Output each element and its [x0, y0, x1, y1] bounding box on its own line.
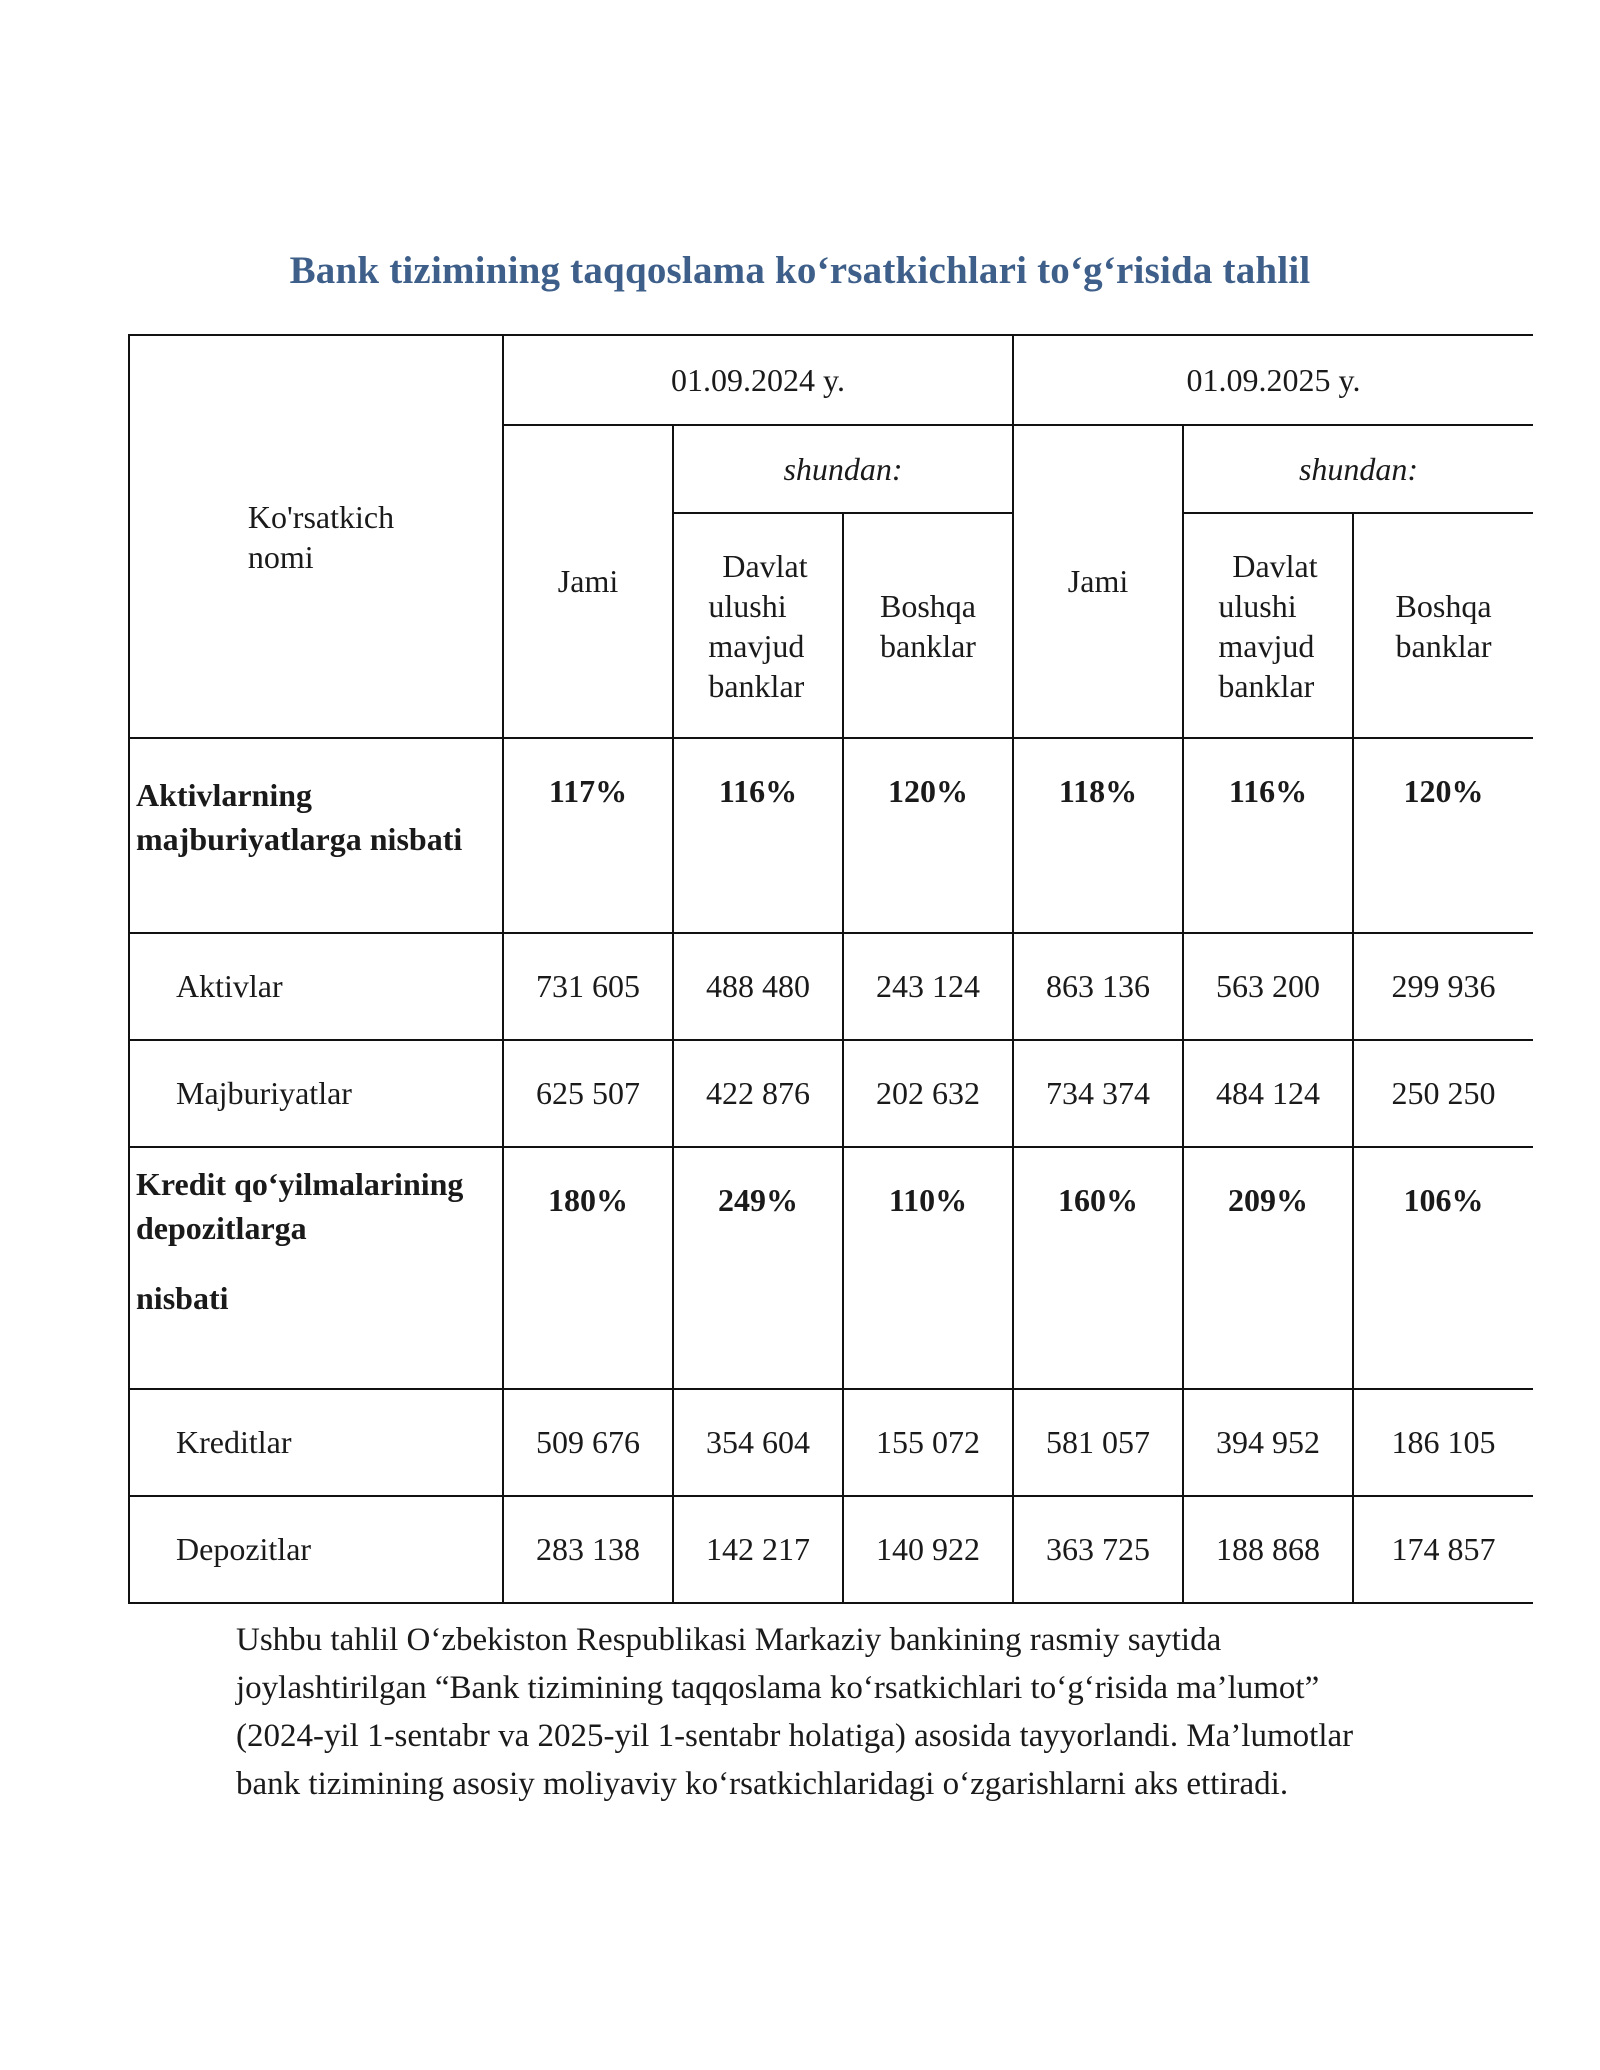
- table-row: [129, 1389, 1533, 1496]
- cell-value: 422 876: [673, 1040, 843, 1147]
- cell-value: 581 057: [1013, 1389, 1183, 1496]
- cell-value: 209%: [1183, 1147, 1353, 1389]
- state-header-line2: ulushi: [708, 587, 787, 624]
- cell-value: 186 105: [1353, 1389, 1533, 1496]
- page-title: Bank tizimining taqqoslama ko‘rsatkichlari to‘g‘risida tahlil: [289, 249, 1311, 292]
- state-header-line1: Davlat: [722, 547, 808, 584]
- cell-value: 563 200: [1183, 933, 1353, 1040]
- other-header-line2: banklar: [1395, 627, 1492, 664]
- row-name-line2: depozitlarga: [136, 1210, 307, 1246]
- indicators-table: [128, 334, 1533, 1604]
- cell-value: 863 136: [1013, 933, 1183, 1040]
- row-name-line3: nisbati: [136, 1280, 229, 1316]
- cell-value: 120%: [1353, 738, 1533, 933]
- cell-value: 120%: [843, 738, 1013, 933]
- cell-value: 734 374: [1013, 1040, 1183, 1147]
- row-name: Depozitlar: [129, 1496, 503, 1603]
- table-row: [129, 1147, 1533, 1389]
- cell-value: 180%: [503, 1147, 673, 1389]
- cell-value: 110%: [843, 1147, 1013, 1389]
- of-which-2024-header: shundan:: [673, 425, 1013, 513]
- cell-value: 488 480: [673, 933, 843, 1040]
- indicator-header-line1: Ko'rsatkich: [247, 498, 395, 535]
- row-name-line1: Kredit qo‘yilmalarining: [136, 1166, 464, 1202]
- cell-value: 140 922: [843, 1496, 1013, 1603]
- indicator-header-line2: nomi: [247, 538, 314, 575]
- cell-value: 160%: [1013, 1147, 1183, 1389]
- row-name-line2: majburiyatlarga nisbati: [136, 821, 463, 857]
- other-banks-2024-header: [843, 513, 1013, 738]
- row-name: Majburiyatlar: [129, 1040, 503, 1147]
- cell-value: 116%: [1183, 738, 1353, 933]
- cell-value: 116%: [673, 738, 843, 933]
- row-name-line1: Aktivlarning: [136, 777, 313, 813]
- period-2024-header: 01.09.2024 y.: [503, 335, 1013, 425]
- cell-value: 509 676: [503, 1389, 673, 1496]
- cell-value: 283 138: [503, 1496, 673, 1603]
- total-2024-header: Jami: [503, 425, 673, 738]
- row-name: [129, 1147, 503, 1389]
- state-header-line3: mavjud: [708, 627, 805, 664]
- cell-value: 142 217: [673, 1496, 843, 1603]
- cell-value: 202 632: [843, 1040, 1013, 1147]
- cell-value: 249%: [673, 1147, 843, 1389]
- row-name: Aktivlar: [129, 933, 503, 1040]
- cell-value: 394 952: [1183, 1389, 1353, 1496]
- cell-value: 299 936: [1353, 933, 1533, 1040]
- other-banks-2025-header: [1353, 513, 1533, 738]
- state-header-line1: Davlat: [1232, 547, 1318, 584]
- cell-value: 250 250: [1353, 1040, 1533, 1147]
- cell-value: 118%: [1013, 738, 1183, 933]
- cell-value: 354 604: [673, 1389, 843, 1496]
- of-which-2025-header: shundan:: [1183, 425, 1533, 513]
- state-banks-2025-header: [1183, 513, 1353, 738]
- table-row: [129, 738, 1533, 933]
- cell-value: 243 124: [843, 933, 1013, 1040]
- state-banks-2024-header: [673, 513, 843, 738]
- row-name: [129, 738, 503, 933]
- state-header-line4: banklar: [1218, 667, 1315, 704]
- table-row: [129, 1040, 1533, 1147]
- state-header-line3: mavjud: [1218, 627, 1315, 664]
- period-2025-header: 01.09.2025 y.: [1013, 335, 1533, 425]
- state-header-line2: ulushi: [1218, 587, 1297, 624]
- other-header-line1: Boshqa: [1395, 587, 1492, 624]
- cell-value: 363 725: [1013, 1496, 1183, 1603]
- cell-value: 484 124: [1183, 1040, 1353, 1147]
- cell-value: 117%: [503, 738, 673, 933]
- indicator-name-header: [129, 335, 503, 738]
- other-header-line1: Boshqa: [880, 587, 976, 624]
- cell-value: 174 857: [1353, 1496, 1533, 1603]
- state-header-line4: banklar: [708, 667, 805, 704]
- source-footnote: Ushbu tahlil O‘zbekiston Respublikasi Markaziy bankining rasmiy saytida joylashtirilgan “Bank tizimining taqqoslama ko‘rsatkichlari to‘g‘risida ma’lumot” (2024-yil 1-sentabr va 2025-yil 1-sentabr holatiga) asosida tayyorlandi. Ma’lumotlar bank tizimining asosiy moliyaviy ko‘rsatkichlaridagi o‘zgarishlarni aks ettiradi.: [236, 1622, 1354, 1802]
- header-row-periods: [129, 335, 1533, 425]
- table-row: [129, 1496, 1533, 1603]
- cell-value: 188 868: [1183, 1496, 1353, 1603]
- cell-value: 731 605: [503, 933, 673, 1040]
- table-row: [129, 933, 1533, 1040]
- cell-value: 155 072: [843, 1389, 1013, 1496]
- cell-value: 625 507: [503, 1040, 673, 1147]
- other-header-line2: banklar: [880, 627, 976, 664]
- row-name: Kreditlar: [129, 1389, 503, 1496]
- cell-value: 106%: [1353, 1147, 1533, 1389]
- total-2025-header: Jami: [1013, 425, 1183, 738]
